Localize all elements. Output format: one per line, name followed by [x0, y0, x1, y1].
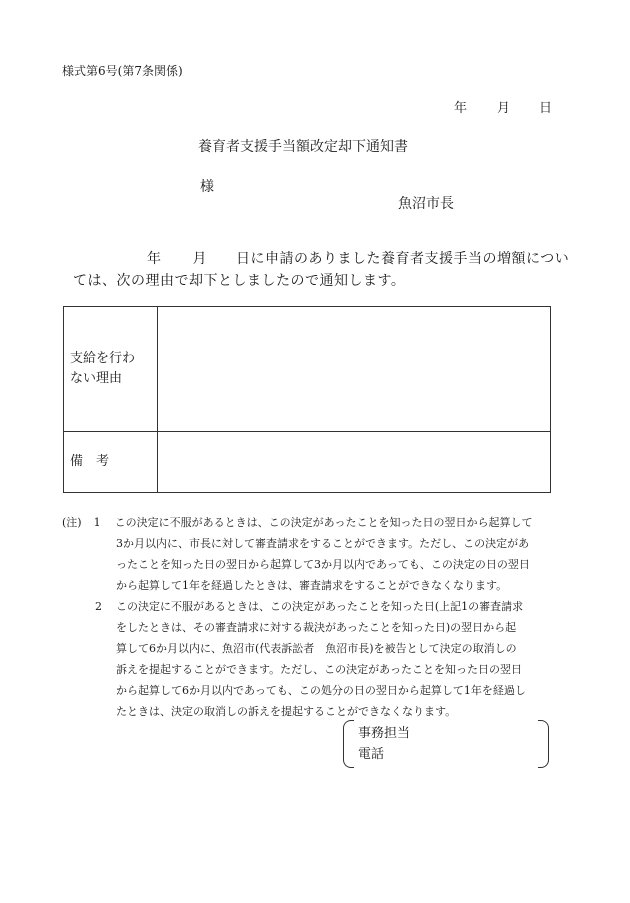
date-day: 日	[539, 101, 553, 116]
note-2-line-6: たときは、決定の取消しの訴えを提起することができなくなります。	[116, 705, 457, 718]
body-line-1	[147, 248, 569, 268]
note-1-text: この決定に不服があるときは、この決定があったことを知った日の翌日から起算して	[114, 516, 533, 529]
notes-section	[62, 512, 532, 722]
contact-phone: 電話	[358, 747, 385, 762]
right-bracket	[538, 720, 549, 768]
issuer: 魚沼市長	[398, 196, 454, 212]
note-2-line-4: 訴えを提起することができます。ただし、この決定があったことを知った日の翌日	[116, 663, 523, 676]
reason-label-line-1: 支給を行わ	[70, 351, 136, 366]
reason-row	[64, 307, 551, 432]
contact-box	[343, 720, 549, 766]
remarks-row	[64, 432, 551, 493]
remarks-value	[158, 432, 551, 493]
date-year: 年	[454, 101, 468, 116]
note-1-line-3: ったことを知った日の翌日から起算して3か月以内であっても、この決定の日の翌日	[116, 558, 530, 571]
note-1-line-2: 3か月以内に、市長に対して審査請求をすることができます。ただし、この決定があ	[116, 537, 530, 550]
date-month: 月	[497, 101, 511, 116]
body-date-month: 月	[192, 251, 207, 267]
body-line-2: ては、次の理由で却下としましたので通知します。	[73, 273, 406, 289]
reason-label	[64, 307, 158, 432]
contact-staff: 事務担当	[358, 726, 411, 741]
note-2-line-5: から起算して6か月以内であっても、この処分の日の翌日から起算して1年を経過し	[116, 684, 526, 697]
left-bracket	[343, 720, 354, 768]
notes-prefix: (注)	[62, 516, 82, 529]
note-1-line-4: から起算して1年を経過したときは、審査請求をすることができなくなります。	[116, 579, 508, 592]
note-2-text: この決定に不服があるときは、この決定があったことを知った日(上記1の審査請求	[116, 600, 524, 613]
note-2-number: 2	[95, 600, 102, 613]
note-1-number: 1	[93, 516, 101, 529]
document-title: 養育者支援手当額改定却下通知書	[198, 139, 408, 155]
remarks-label: 備 考	[64, 432, 158, 493]
reason-table	[63, 306, 551, 493]
body-date-year: 年	[147, 251, 162, 267]
note-2-line-3: 算して6か月以内に、魚沼市(代表訴訟者 魚沼市長)を被告として決定の取消しの	[116, 642, 517, 655]
addressee: 様	[200, 179, 214, 195]
issue-date	[454, 97, 552, 116]
note-2-line-1	[62, 596, 532, 617]
body-line-1-text: 日に申請のありました養育者支援手当の増額につい	[236, 251, 570, 267]
form-number: 様式第6号(第7条関係)	[62, 64, 183, 78]
reason-label-line-2: ない理由	[70, 371, 123, 386]
note-2-line-2: をしたときは、その審査請求に対する裁決があったことを知った日)の翌日から起	[116, 621, 517, 634]
note-1-line-1	[62, 512, 532, 533]
reason-value	[158, 307, 551, 432]
